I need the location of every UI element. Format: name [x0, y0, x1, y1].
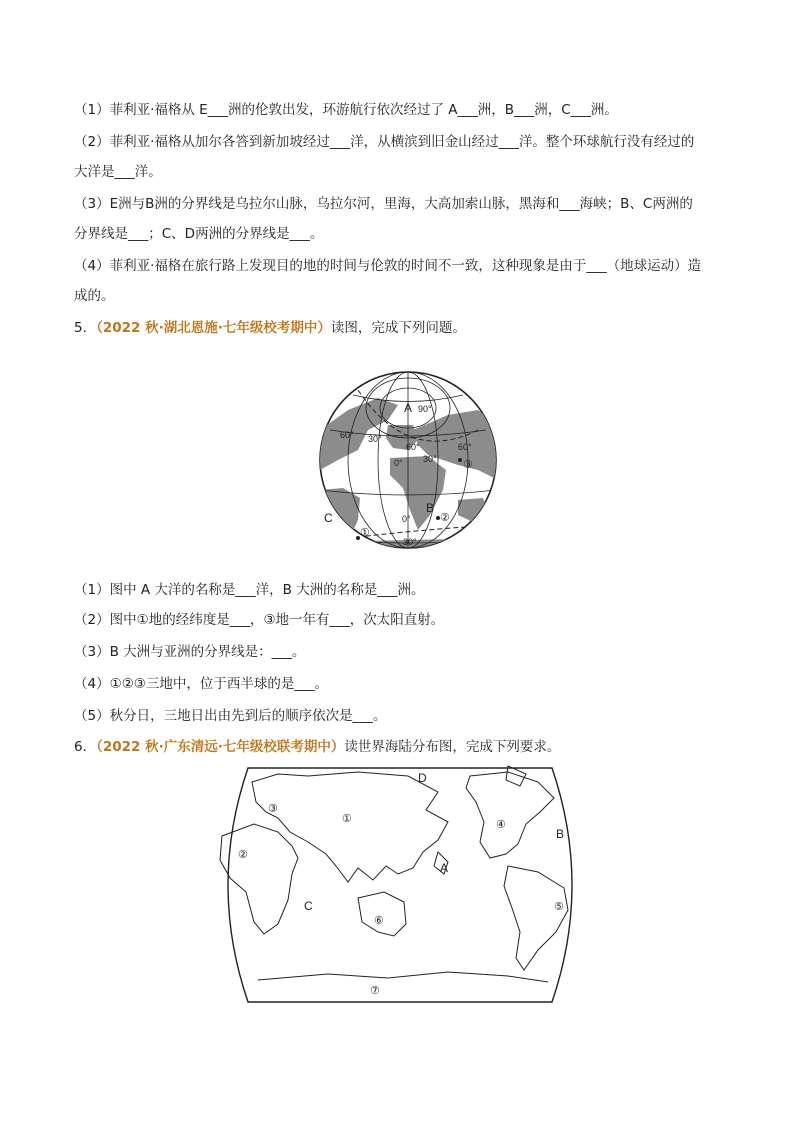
- map-label-3: ③: [268, 803, 278, 815]
- q4-sub3: （3）E洲与B洲的分界线是乌拉尔山脉，乌拉尔河，里海，大高加索山脉，黑海和___海峡；B、C两洲的: [74, 196, 693, 212]
- q6-prompt: 读世界海陆分布图，完成下列要求。: [344, 739, 561, 755]
- globe-figure: [318, 370, 498, 550]
- globe-label-b: B: [426, 501, 435, 515]
- q4-sub2-cont: 大洋是___洋。: [74, 164, 162, 180]
- q6-source: （2022 秋·广东清远·七年级校联考期中）: [96, 739, 345, 755]
- globe-label-90: 90°: [418, 404, 432, 414]
- globe-point-1: ①: [360, 527, 370, 539]
- map-label-4: ④: [496, 819, 506, 831]
- globe-point-2: ②: [440, 512, 450, 524]
- q6-number: 6．: [74, 739, 97, 755]
- globe-label-0-top: 0°: [394, 458, 403, 468]
- q5-source: （2022 秋·湖北恩施·七年级校考期中）: [96, 320, 331, 336]
- map-label-6: ⑥: [374, 915, 384, 927]
- q5-sub3: （3）B 大洲与亚洲的分界线是：___。: [74, 644, 306, 660]
- q4-sub1: （1）菲利亚·福格从 E___洲的伦敦出发，环游航行依次经过了 A___洲，B___洲，C___洲。: [74, 102, 618, 118]
- q5-prompt: 读图，完成下列问题。: [330, 320, 466, 336]
- world-map-figure: [208, 762, 592, 1008]
- q5-sub5: （5）秋分日，三地日出由先到后的顺序依次是___。: [74, 708, 387, 724]
- map-label-5: ⑤: [554, 901, 564, 913]
- globe-label-a: A: [404, 401, 413, 415]
- globe-label-c: C: [324, 511, 333, 525]
- q6-header: [74, 737, 560, 757]
- map-label-b: B: [556, 827, 565, 841]
- q5-sub2: （2）图中①地的经纬度是___，③地一年有___，次太阳直射。: [74, 612, 445, 628]
- map-label-7: ⑦: [370, 985, 380, 997]
- map-label-c: C: [304, 899, 313, 913]
- globe-label-30-mid: 30°: [423, 454, 437, 464]
- q5-sub1: （1）图中 A 大洋的名称是___洋，B 大洲的名称是___洲。: [74, 582, 425, 598]
- q4-sub2: （2）菲利亚·福格从加尔各答到新加坡经过___洋，从横滨到旧金山经过___洋。整个环球航行没有经过的: [74, 134, 695, 150]
- globe-label-30-bottom: 30°: [403, 537, 417, 547]
- globe-label-0-bottom: 0°: [402, 514, 411, 524]
- globe-label-60-right: 60°: [458, 442, 472, 452]
- map-label-2: ②: [238, 849, 248, 861]
- q5-header: [74, 318, 466, 338]
- q5-sub4: （4）①②③三地中，位于西半球的是___。: [74, 676, 329, 692]
- q4-sub3-cont: 分界线是___；C、D两洲的分界线是___。: [74, 226, 324, 242]
- map-frame: [228, 768, 572, 1002]
- q4-sub4: （4）菲利亚·福格在旅行路上发现目的地的时间与伦敦的时间不一致，这种现象是由于___（地球运动）造: [74, 258, 702, 274]
- q5-number: 5．: [74, 320, 97, 336]
- globe-point-3-dot: [458, 458, 462, 462]
- globe-label-60-mid: 60°: [406, 442, 420, 452]
- map-label-d: D: [418, 771, 427, 785]
- globe-label-30-left: 30°: [368, 434, 382, 444]
- globe-label-60-left: 60°: [340, 430, 354, 440]
- map-label-a: A: [440, 861, 449, 875]
- map-label-1: ①: [342, 813, 352, 825]
- q4-sub4-cont: 成的。: [74, 288, 115, 304]
- globe-point-3: ③: [463, 459, 473, 471]
